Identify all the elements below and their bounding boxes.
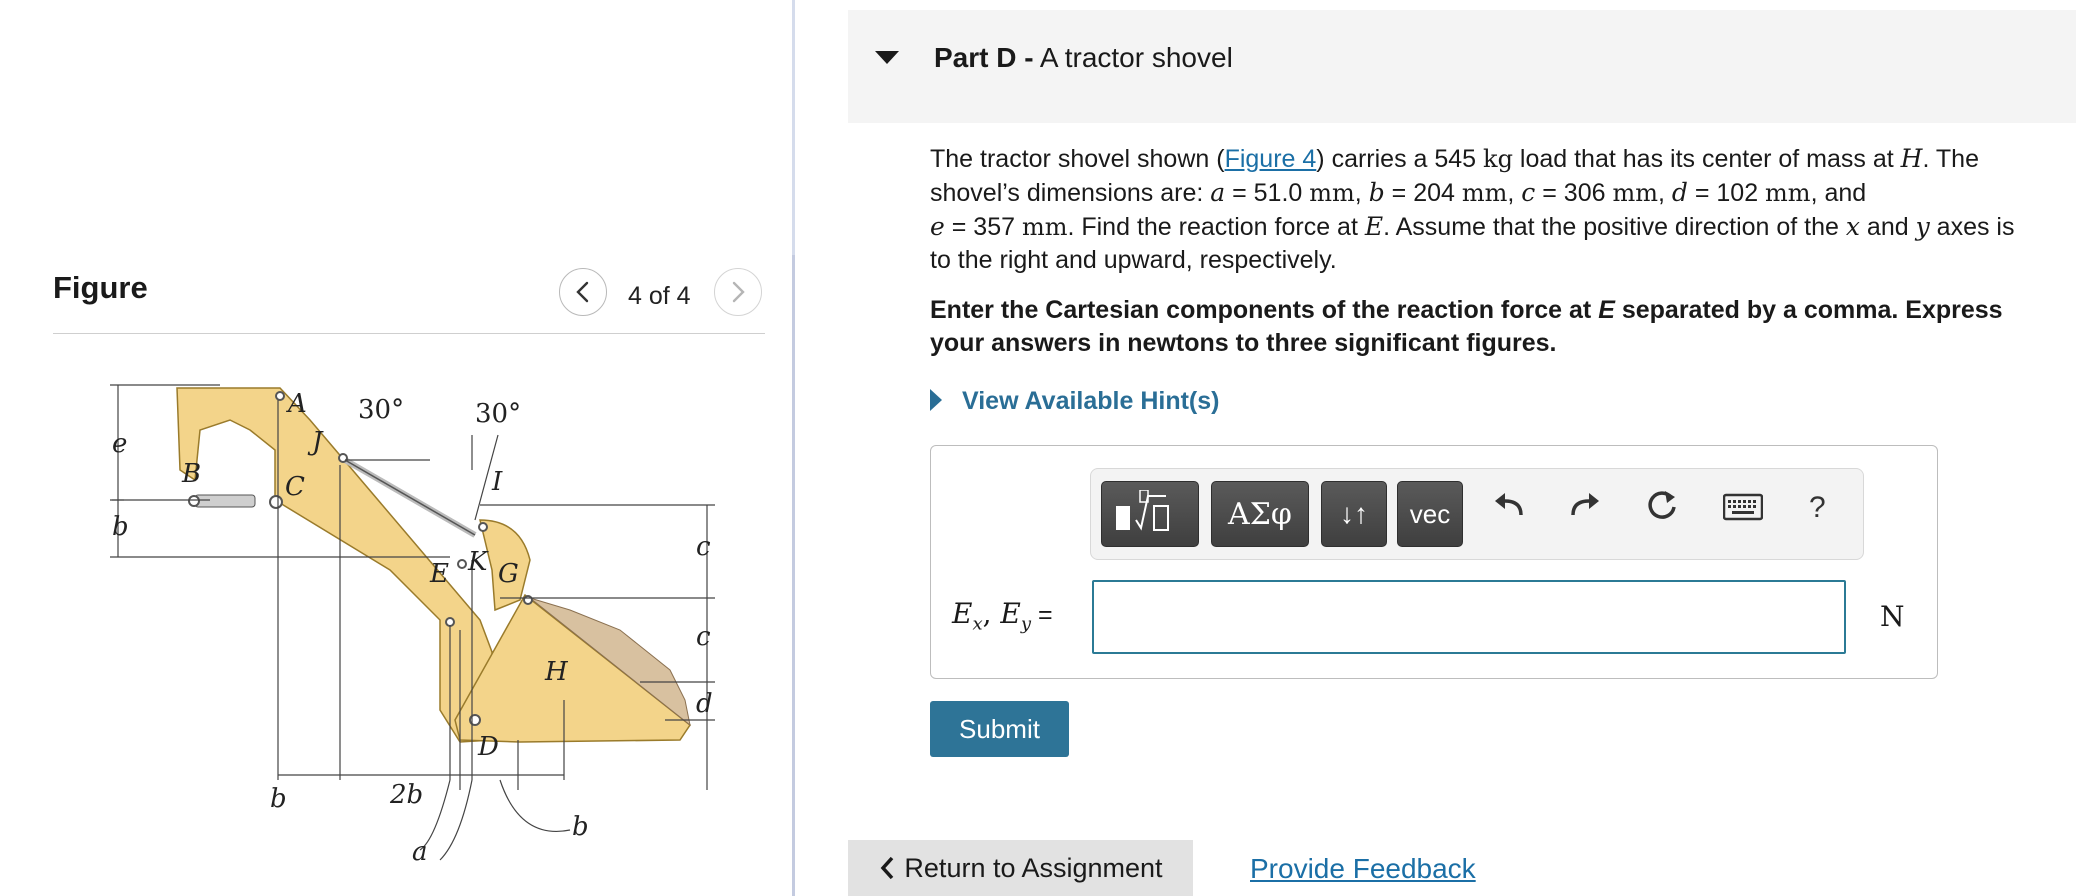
- templates-button[interactable]: [1101, 481, 1199, 547]
- tractor-shovel-figure: [100, 370, 740, 870]
- label-D: D: [478, 732, 499, 762]
- label-E: E: [430, 559, 449, 589]
- label-B: B: [182, 459, 202, 489]
- label-G: G: [498, 559, 519, 589]
- label-K: K: [468, 547, 488, 577]
- submit-button[interactable]: Submit: [930, 701, 1069, 757]
- label-b-right: b: [572, 812, 589, 842]
- view-hints-link[interactable]: View Available Hint(s): [962, 387, 1220, 415]
- part-name: A tractor shovel: [1039, 42, 1233, 73]
- part-title[interactable]: [934, 42, 1233, 74]
- answer-instructions: Enter the Cartesian components of the reaction force at E separated by a comma. Express your answers in newtons to three significant figures.: [930, 296, 2003, 357]
- label-e: e: [112, 429, 128, 459]
- bucket: [455, 595, 690, 742]
- return-to-assignment-button[interactable]: [848, 840, 1193, 896]
- redo-button[interactable]: [1567, 487, 1603, 523]
- chevron-left-icon: [878, 855, 896, 881]
- label-a: a: [412, 837, 428, 867]
- label-angle-2: 30°: [475, 399, 522, 429]
- part-label: Part D -: [934, 42, 1034, 73]
- keyboard-icon: [1723, 493, 1763, 521]
- pane-resize-handle[interactable]: [792, 255, 795, 896]
- greek-symbols-button[interactable]: ΑΣφ: [1211, 481, 1309, 547]
- templates-icon: [1110, 490, 1190, 538]
- keyboard-button[interactable]: [1723, 493, 1763, 521]
- label-b-bottom: b: [270, 784, 287, 814]
- answer-label: $E_x$, $E_y$ =: [952, 597, 1053, 635]
- label-C: C: [285, 472, 305, 502]
- vector-button[interactable]: vec: [1397, 481, 1463, 547]
- unit-label: N: [1880, 600, 1905, 633]
- chevron-right-icon: [728, 280, 748, 304]
- help-button[interactable]: ?: [1809, 491, 1826, 524]
- next-figure-button[interactable]: [714, 268, 762, 316]
- label-H: H: [545, 657, 568, 687]
- reset-icon: [1643, 487, 1681, 525]
- figure-labels: [112, 389, 713, 867]
- label-c-top: c: [696, 532, 711, 562]
- subscript-superscript-button[interactable]: ↓↑: [1321, 481, 1387, 547]
- label-c-mid: c: [696, 622, 711, 652]
- reset-button[interactable]: [1643, 487, 1681, 525]
- provide-feedback-link[interactable]: Provide Feedback: [1250, 853, 1476, 884]
- figure-divider: [53, 333, 765, 334]
- figure-counter: 4 of 4: [628, 282, 691, 310]
- problem-statement: The tractor shovel shown (Figure 4) carries a 545 kg load that has its center of mass at H. The shovel’s dimensions are: a = 51.0 mm, b = 204 mm, c = 306 mm, d = 102 mm, and e = 357 mm. Find the reaction force at E. Assume that the positive direction of the x and y axes is to the right and upward, respectively.: [930, 144, 2015, 274]
- figure-heading: Figure: [53, 270, 148, 305]
- figure-link[interactable]: Figure 4: [1224, 145, 1317, 173]
- label-2b: 2b: [390, 780, 424, 810]
- label-J: J: [312, 427, 323, 457]
- undo-button[interactable]: [1491, 487, 1527, 523]
- collapse-caret-icon[interactable]: [875, 51, 899, 64]
- return-label: Return to Assignment: [904, 852, 1163, 883]
- label-angle-1: 30°: [358, 395, 405, 425]
- chevron-left-icon: [573, 280, 593, 304]
- label-b-left: b: [112, 512, 129, 542]
- label-d: d: [696, 689, 713, 719]
- label-A: A: [288, 389, 307, 419]
- answer-input[interactable]: [1092, 580, 1846, 654]
- label-I: I: [492, 467, 503, 497]
- previous-figure-button[interactable]: [559, 268, 607, 316]
- math-toolbar: [1090, 468, 1864, 560]
- undo-icon: [1491, 487, 1527, 523]
- expand-caret-icon[interactable]: [930, 389, 942, 411]
- redo-icon: [1567, 487, 1603, 523]
